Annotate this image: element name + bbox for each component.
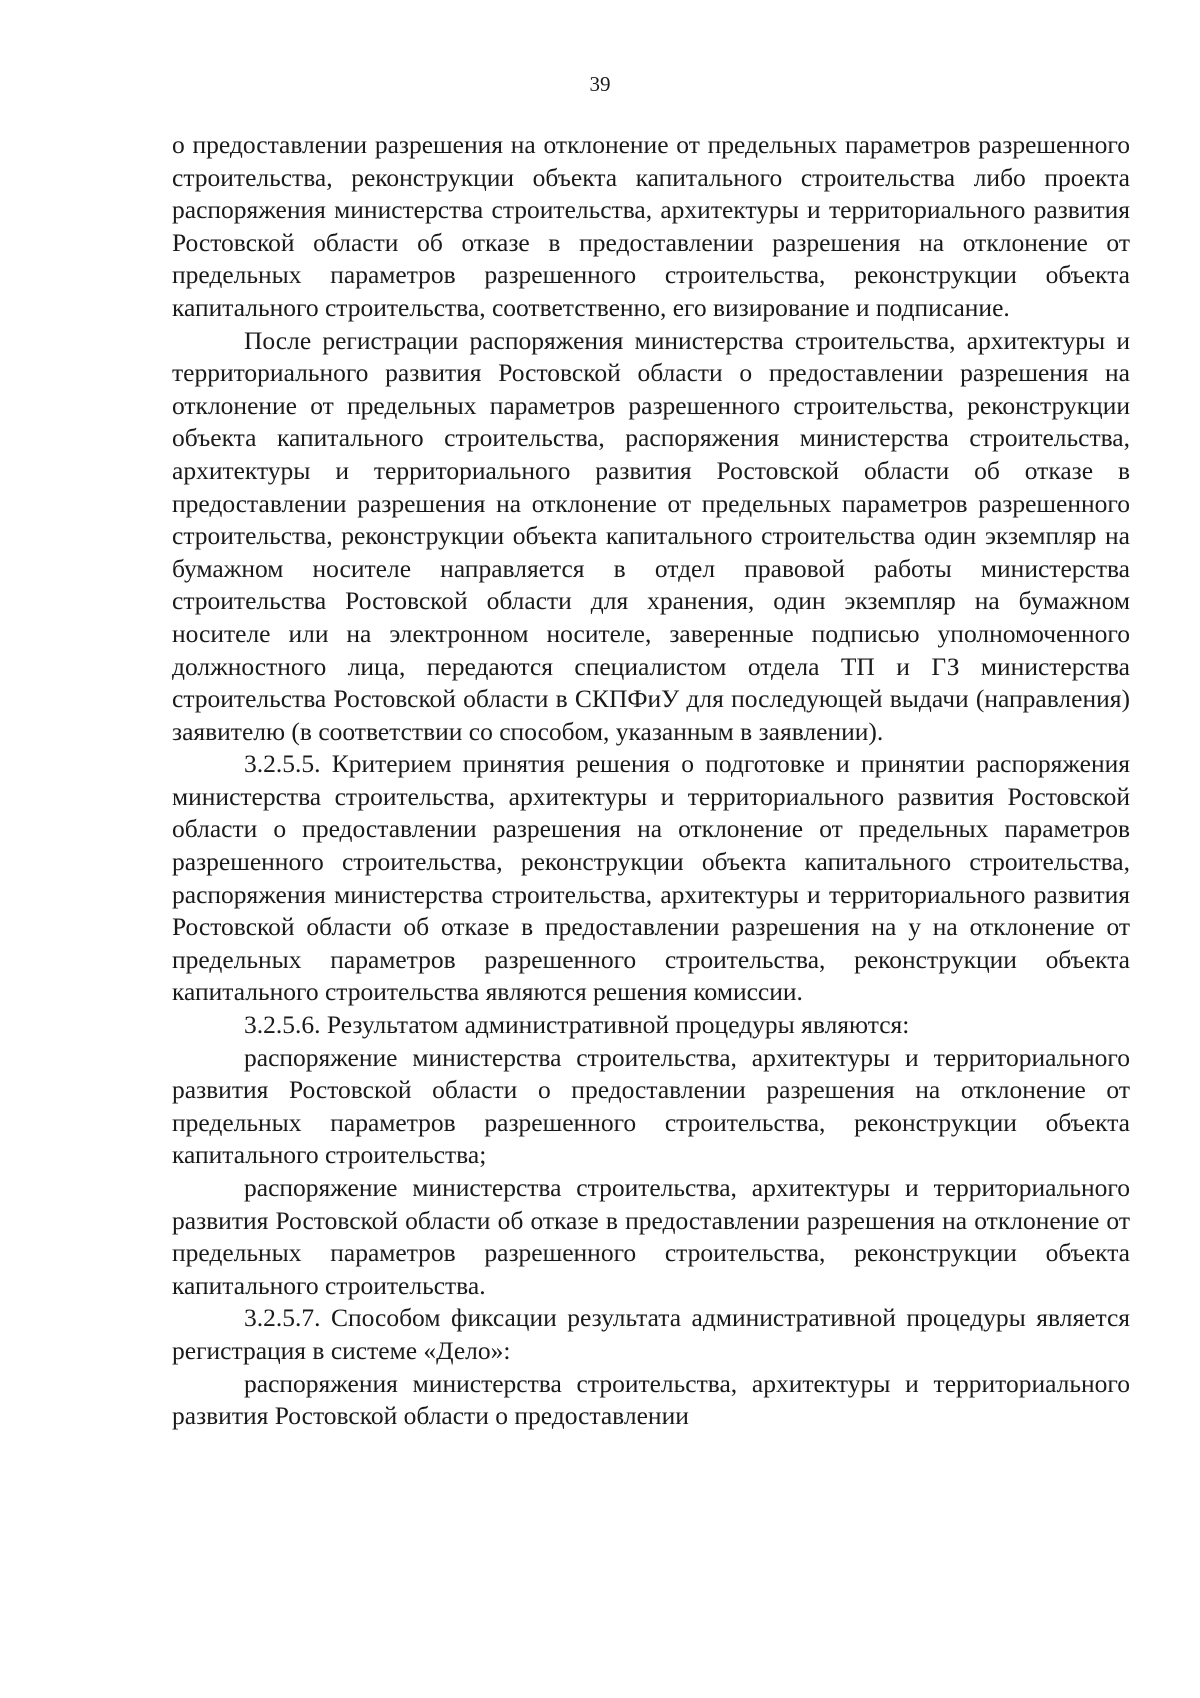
document-body (172, 129, 1130, 1433)
paragraph-5: распоряжение министерства строительства, архитектуры и территориального развития Ростовской области о предоставлении разрешения на отклонение от предельных параметров разрешенного строительства, реконструкции объекта капитального строительства; (172, 1042, 1130, 1170)
paragraph-1: о предоставлении разрешения на отклонение от предельных параметров разрешенного строительства, реконструкции объекта капитального строительства либо проекта распоряжения министерства строительства, архитектуры и территориального развития Ростовской области об отказе в предоставлении разрешения на отклонение от предельных параметров разрешенного строительства, реконструкции объекта капитального строительства, соответственно, его визирование и подписание. (172, 130, 1130, 322)
paragraph-2: После регистрации распоряжения министерства строительства, архитектуры и территориального развития Ростовской области о предоставлении разрешения на отклонение от предельных параметров разрешенного строительства, реконструкции объекта капитального строительства, распоряжения министерства строительства, архитектуры и территориального развития Ростовской области об отказе в предоставлении разрешения на отклонение от предельных параметров разрешенного строительства, реконструкции объекта капитального строительства один экземпляр на бумажном носителе направляется в отдел правовой работы министерства строительства Ростовской области для хранения, один экземпляр на бумажном носителе или на электронном носителе, заверенные подписью уполномоченного должностного лица, передаются специалистом отдела ТП и ГЗ министерства строительства Ростовской области в СКПФиУ для последующей выдачи (направления) заявителю (в соответствии со способом, указанным в заявлении). (172, 325, 1130, 746)
paragraph-8: распоряжения министерства строительства, архитектуры и территориального развития Ростовской области о предоставлении (172, 1368, 1130, 1431)
paragraph-7: 3.2.5.7. Способом фиксации результата административной процедуры является регистрация в системе «Дело»: (172, 1303, 1130, 1365)
page-number: 39 (589, 72, 611, 96)
paragraph-3: 3.2.5.5. Критерием принятия решения о подготовке и принятии распоряжения министерства строительства, архитектуры и территориального развития Ростовской области о предоставлении разрешения на отклонение от предельных параметров разрешенного строительства, реконструкции объекта капитального строительства, распоряжения министерства строительства, архитектуры и территориального развития Ростовской области об отказе в предоставлении разрешения на у на отклонение от предельных параметров разрешенного строительства, реконструкции объекта капитального строительства являются решения комиссии. (172, 749, 1130, 1007)
paragraph-6: распоряжение министерства строительства, архитектуры и территориального развития Ростовской области об отказе в предоставлении разрешения на отклонение от предельных параметров разрешенного строительства, реконструкции объекта капитального строительства. (172, 1173, 1130, 1300)
paragraph-4: 3.2.5.6. Результатом административной процедуры являются: (244, 1010, 910, 1040)
